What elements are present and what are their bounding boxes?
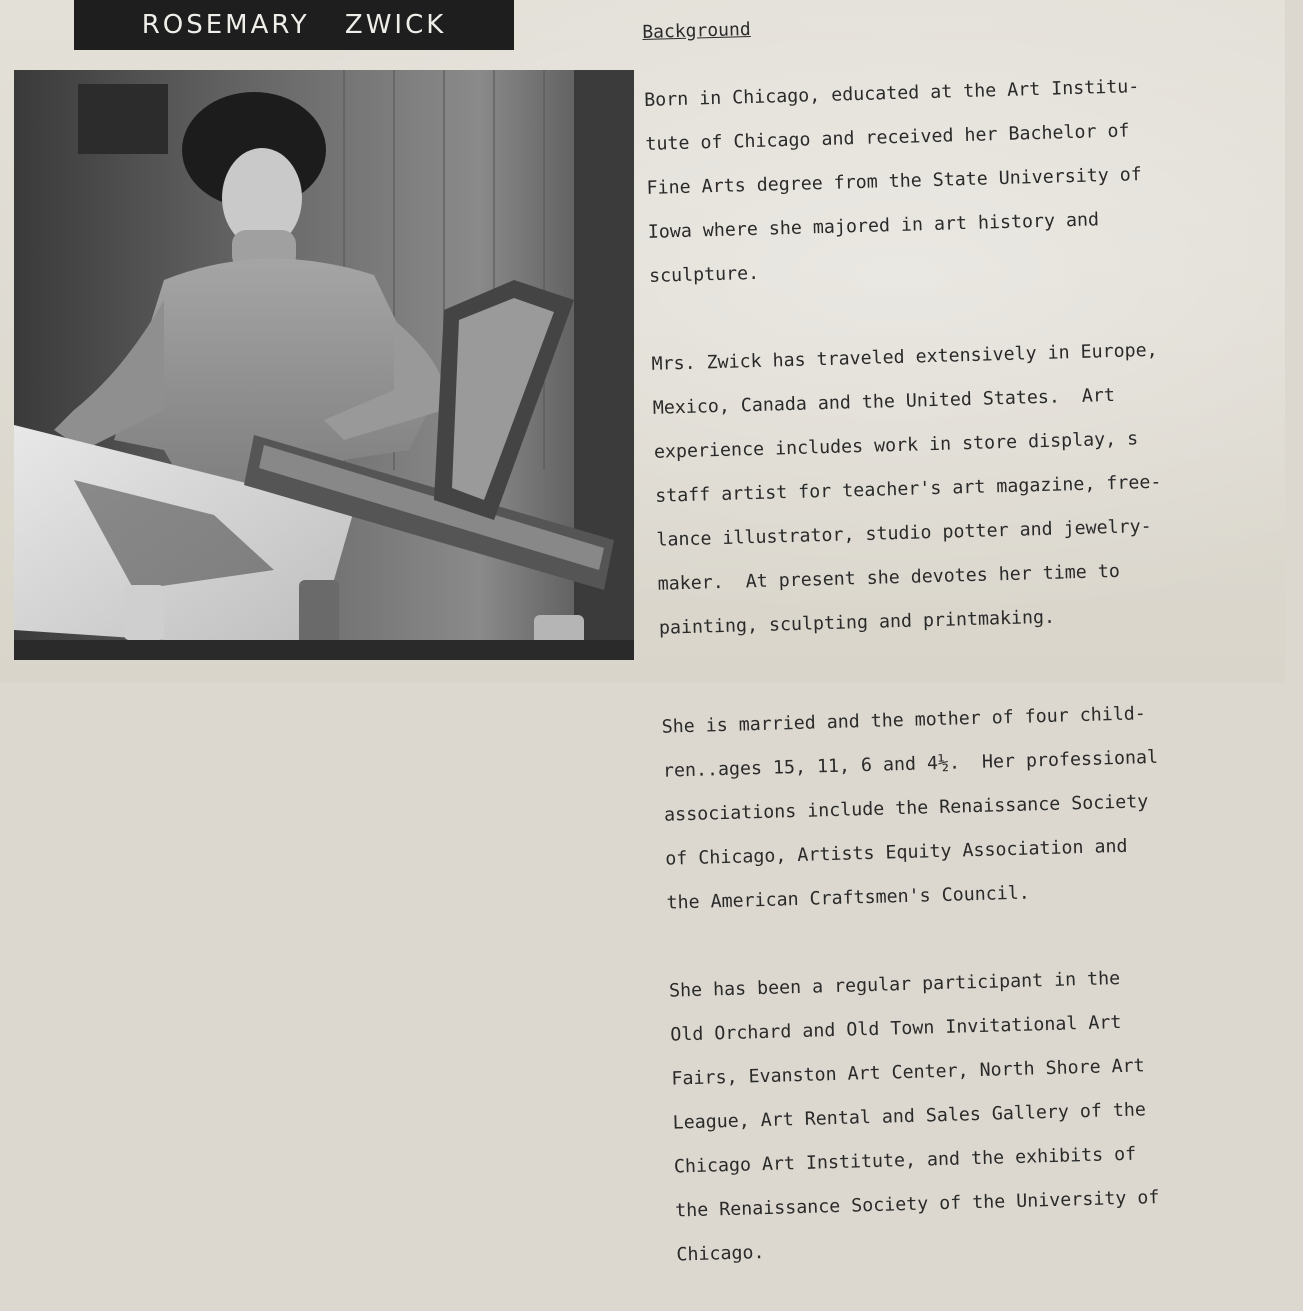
- text-line: staff artist for teacher's art magazine, free-: [654, 471, 1162, 507]
- text-line: painting, sculpting and printmaking.: [658, 606, 1056, 639]
- text-line: Fine Arts degree from the State University of: [646, 164, 1143, 199]
- text-line: Fairs, Evanston Art Center, North Shore Art: [671, 1055, 1145, 1090]
- paragraph-family: [661, 677, 1293, 936]
- text-line: ren..ages 15, 11, 6 and 4½. Her professional: [662, 746, 1159, 782]
- artist-photo-image: [14, 70, 634, 660]
- text-line: Mexico, Canada and the United States. Art: [652, 384, 1116, 419]
- text-line: experience includes work in store display, s: [653, 428, 1139, 463]
- text-line: tute of Chicago and received her Bachelor of: [645, 120, 1130, 155]
- artist-photo: [14, 70, 634, 660]
- text-line: the American Craftsmen's Council.: [666, 882, 1030, 914]
- text-line: of Chicago, Artists Equity Association and: [665, 835, 1128, 870]
- text-line: the Renaissance Society of the University of: [674, 1187, 1160, 1222]
- text-line: Mrs. Zwick has traveled extensively in Europe,: [651, 339, 1158, 375]
- text-line: Chicago Art Institute, and the exhibits of: [673, 1143, 1137, 1178]
- text-line: Old Orchard and Old Town Invitational Art: [670, 1012, 1122, 1046]
- text-line: associations include the Renaissance Society: [663, 791, 1149, 826]
- text-line: Born in Chicago, educated at the Art Institu-: [643, 76, 1140, 111]
- text-line: Chicago.: [676, 1242, 765, 1266]
- text-line: She is married and the mother of four child-: [661, 703, 1147, 738]
- background-heading: Background: [642, 18, 751, 43]
- artist-name: ROSEMARY ZWICK: [141, 10, 447, 40]
- name-banner: [74, 0, 514, 50]
- paragraph-experience: [651, 314, 1285, 661]
- text-line: sculpture.: [648, 262, 760, 287]
- text-line: Iowa where she majored in art history and: [647, 209, 1100, 243]
- paragraph-education: [643, 51, 1275, 310]
- text-line: maker. At present she devotes her time to: [657, 560, 1121, 595]
- text-line: She has been a regular participant in the: [668, 968, 1121, 1002]
- text-line: League, Art Rental and Sales Gallery of the: [672, 1099, 1147, 1134]
- paragraph-exhibits: [668, 941, 1302, 1288]
- article-text: [642, 5, 1303, 1311]
- text-line: lance illustrator, studio potter and jewelry-: [656, 515, 1152, 551]
